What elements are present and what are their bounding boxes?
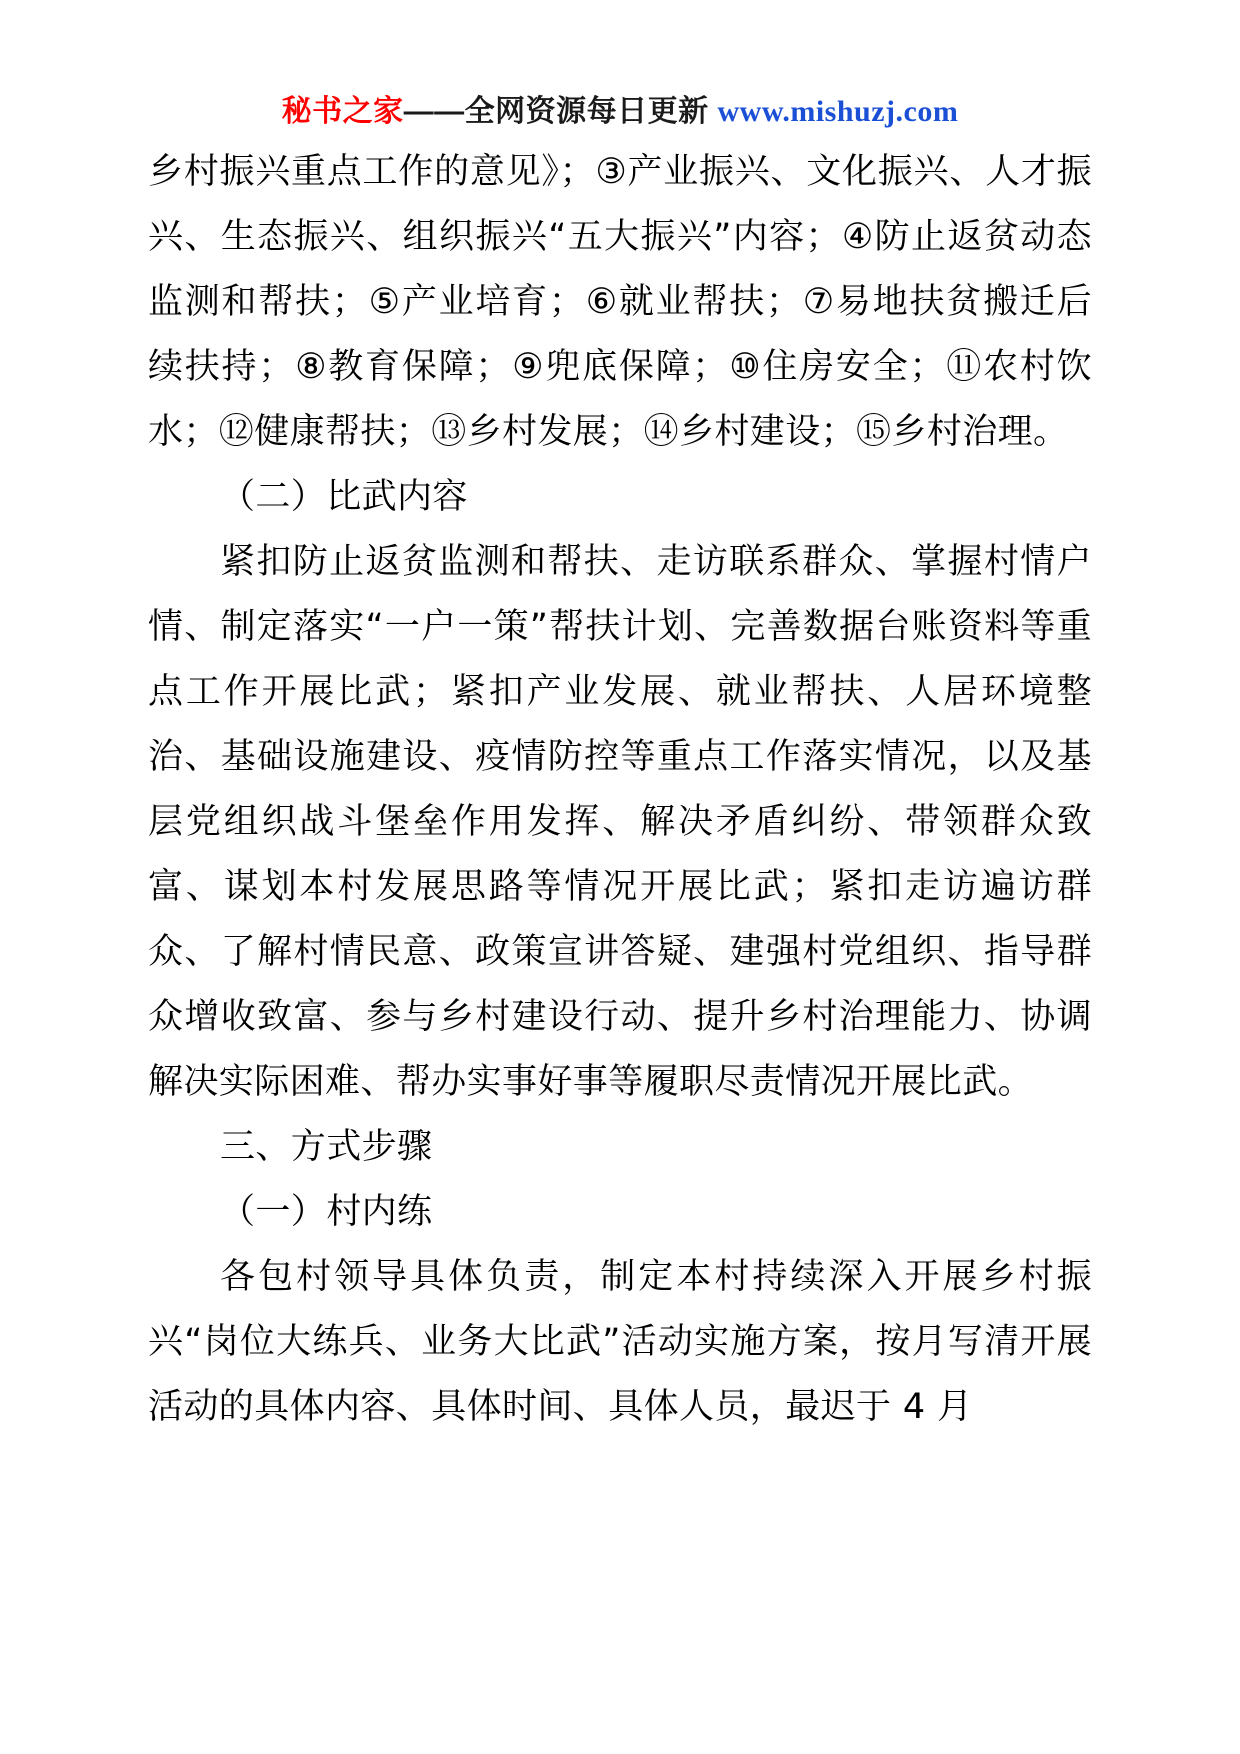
heading-village-practice: （一）村内练 (220, 1192, 433, 1232)
heading-methods-steps: 三、方式步骤 (220, 1127, 433, 1167)
paragraph-contest-content: 紧扣防止返贫监测和帮扶、走访联系群众、掌握村情户情、制定落实“一户一策”帮扶计划、完善数据台账资料等重点工作开展比武；紧扣产业发展、就业帮扶、人居环境整治、基础设施建设、疫情防控等重点工作落实情况，以及基层党组织战斗堡垒作用发挥、解决矛盾纠纷、带领群众致富、谋划本村发展思路等情况开展比武；紧扣走访遍访群众、了解村情民意、政策宣讲答疑、建强村党组织、指导群众增收致富、参与乡村建设行动、提升乡村治理能力、协调解决实际困难、帮办实事好事等履职尽责情况开展比武。 (148, 542, 1092, 1102)
watermark-brand: 秘书之家 (281, 95, 404, 128)
site-watermark (0, 86, 1240, 130)
paragraph-continuation-list: 乡村振兴重点工作的意见》；③产业振兴、文化振兴、人才振兴、生态振兴、组织振兴“五大振兴”内容；④防止返贫动态监测和帮扶；⑤产业培育；⑥就业帮扶；⑦易地扶贫搬迁后续扶持；⑧教育保障；⑨兜底保障；⑩住房安全；⑪农村饮水；⑫健康帮扶；⑬乡村发展；⑭乡村建设；⑮乡村治理。 (148, 152, 1092, 452)
heading-contest-content: （二）比武内容 (220, 477, 468, 517)
watermark-url: www.mishuzj.com (717, 95, 959, 128)
paragraph-village-practice: 各包村领导具体负责，制定本村持续深入开展乡村振兴“岗位大练兵、业务大比武”活动实施方案，按月写清开展活动的具体内容、具体时间、具体人员，最迟于 4 月 (148, 1257, 1092, 1427)
watermark-tagline: ——全网资源每日更新 (403, 95, 709, 128)
document-body (148, 140, 1092, 1440)
